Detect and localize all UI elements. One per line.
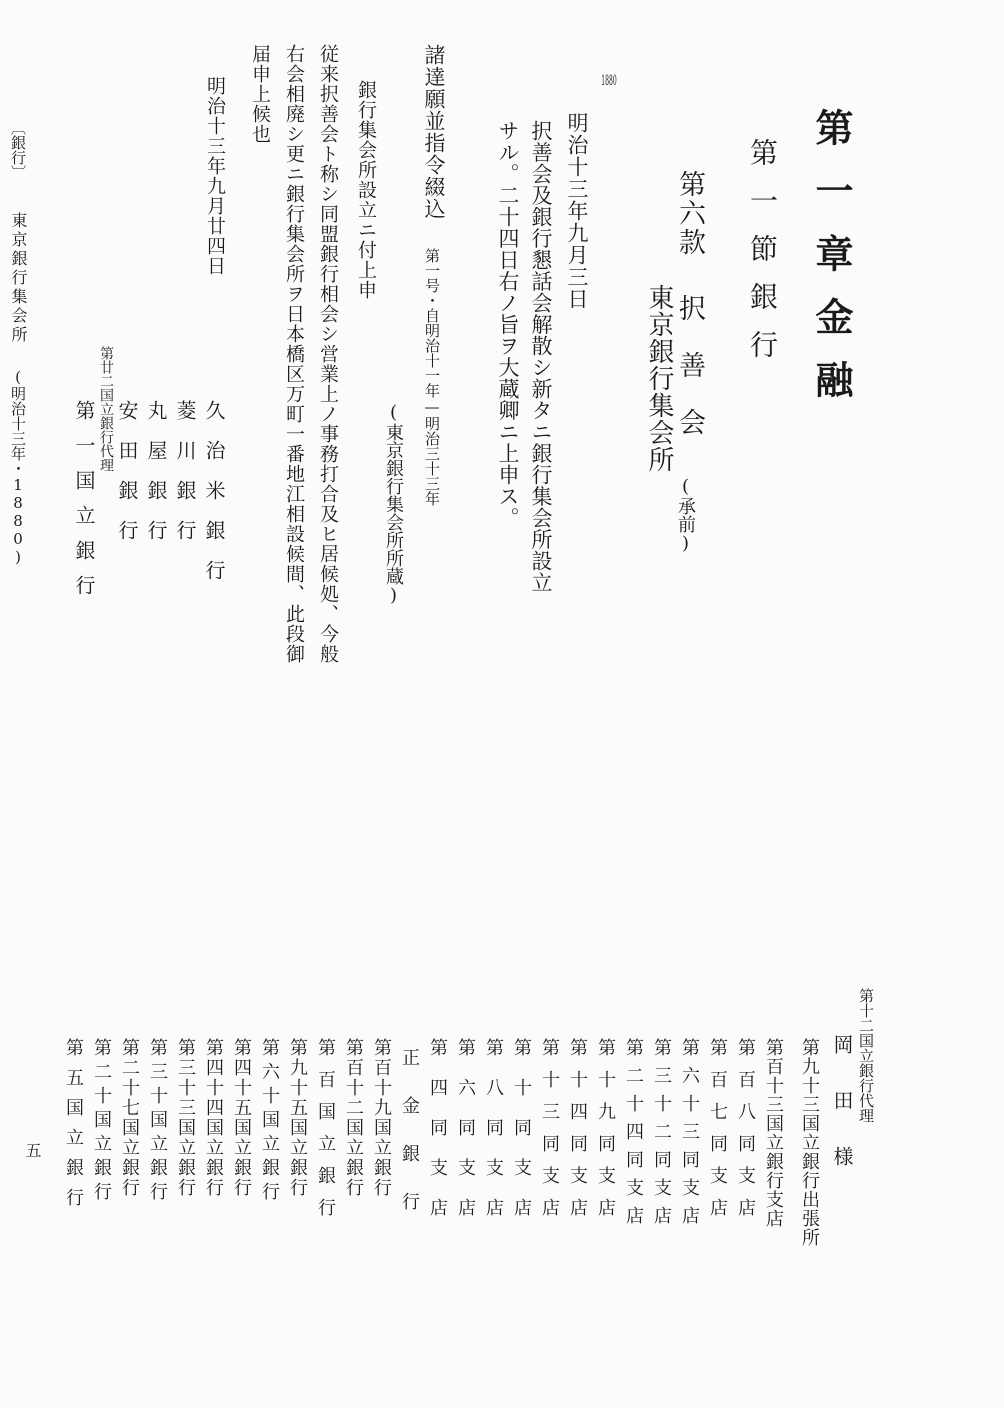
signer-daiichi: 第一国立銀行	[72, 400, 96, 610]
left-margin-year: (明治十三年・1880)	[9, 368, 27, 566]
source-detail: 第一号・自明治十一年—明治三十三年	[423, 248, 441, 506]
signer-maruya: 丸屋銀行	[144, 400, 168, 560]
bottom-list-item: 第百十三国立銀行支店	[763, 1038, 784, 1228]
agent-note: 第廿二国立銀行代理	[98, 346, 114, 472]
doc-body-line-3: 届申上候也	[249, 44, 271, 144]
bottom-list-item: 第二十七国立銀行	[119, 1038, 140, 1198]
bottom-list-item: 第四十五国立銀行	[231, 1038, 252, 1198]
bottom-list-item: 第十同支店	[511, 1038, 532, 1238]
bottom-list-item: 第三十二同支店	[651, 1038, 672, 1234]
doc-heading: 銀行集会所設立ニ付上申	[355, 80, 377, 300]
summary-line-2: サル。二十四日右ノ旨ヲ大蔵卿ニ上申ス。	[496, 120, 520, 529]
article-topic: 択善会	[674, 294, 705, 465]
bottom-list-item: 第六十国立銀行	[259, 1038, 280, 1206]
year-ad-text: 1880	[601, 74, 617, 88]
bottom-agent-note: 第十二国立銀行代理	[857, 988, 875, 1123]
signer-kujime: 久治米銀行	[202, 400, 226, 600]
bottom-list-item: 正金銀行	[399, 1048, 420, 1240]
bottom-list-item: 第九十三国立銀行出張所	[799, 1038, 820, 1247]
date-heading: 明治十三年九月三日	[565, 112, 589, 310]
signer-yasuda: 安田銀行	[115, 400, 139, 560]
doc-body-line-2: 右会相廃シ更ニ銀行集会所ヲ日本橋区万町一番地江相設候間、此段御	[283, 44, 305, 664]
article-label: 第六款	[674, 170, 705, 257]
left-margin-label: 〔銀行〕	[9, 120, 27, 180]
bottom-list-item: 第六十三同支店	[679, 1038, 700, 1234]
bottom-list-item: 第三十国立銀行	[147, 1038, 168, 1206]
bottom-list-item: 第百十九国立銀行	[371, 1038, 392, 1198]
bottom-list-item: 第十三同支店	[539, 1038, 560, 1230]
doc-date: 明治十三年九月廿四日	[204, 76, 226, 276]
page-number: 五	[23, 1142, 42, 1158]
source-holder: (東京銀行集会所所蔵)	[383, 402, 404, 606]
year-ad	[602, 74, 616, 88]
left-margin-topic: 東京銀行集会所	[9, 212, 28, 345]
bottom-list-item: 第六同支店	[455, 1038, 476, 1238]
bottom-list-item: 第二十四同支店	[623, 1038, 644, 1234]
bottom-list-item: 第十四同支店	[567, 1038, 588, 1230]
bottom-list-item: 第百七同支店	[707, 1038, 728, 1230]
bottom-list-item: 第四十四国立銀行	[203, 1038, 224, 1198]
bottom-list-item: 第百国立銀行	[315, 1038, 336, 1230]
article-note: (承前)	[675, 476, 696, 554]
bottom-list-item: 第四同支店	[427, 1038, 448, 1238]
bottom-list-item: 第三十三国立銀行	[175, 1038, 196, 1198]
signer-hishikawa: 菱川銀行	[173, 400, 197, 560]
chapter-title: 第一章金融	[809, 108, 854, 423]
bottom-list-item: 第百八同支店	[735, 1038, 756, 1230]
bottom-list-item: 第八同支店	[483, 1038, 504, 1238]
bottom-list-item: 第九十五国立銀行	[287, 1038, 308, 1198]
bottom-list-item: 第百十二国立銀行	[343, 1038, 364, 1198]
bottom-list-item: 第五国立銀行	[63, 1038, 84, 1218]
bottom-list-item: 第十九同支店	[595, 1038, 616, 1230]
bottom-list-item: 第二十国立銀行	[91, 1038, 112, 1206]
section-title: 第一節銀行	[746, 138, 779, 378]
doc-body-line-1: 従来択善会ト称シ同盟銀行相会シ営業上ノ事務打合及ヒ居候処、今般	[317, 44, 339, 664]
source-title: 諸達願並指令綴込	[422, 44, 446, 220]
bottom-agent-name: 岡田様	[830, 1034, 854, 1202]
article-subtitle: 東京銀行集会所	[644, 284, 674, 473]
summary-line-1: 択善会及銀行懇話会解散シ新タニ銀行集会所設立	[529, 120, 553, 593]
